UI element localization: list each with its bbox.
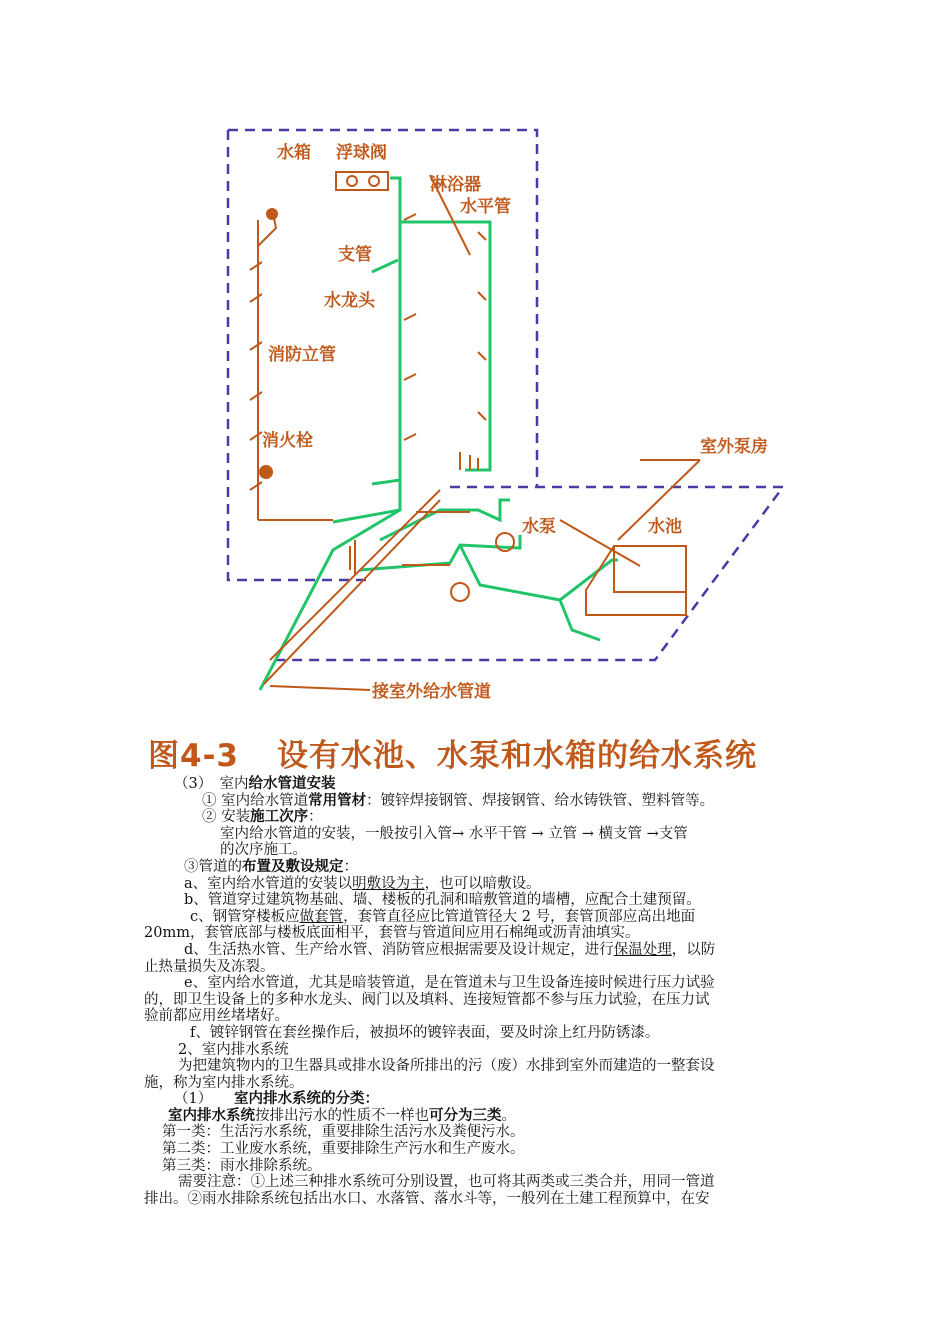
pump-house-boundary (270, 487, 783, 660)
label-outdoor-pump-house: 室外泵房 (700, 437, 768, 457)
rule-c-cont: 20mm，套管底部与楼板底面相平，套管与管道间应用石棉绳或沥青油填实。 (144, 925, 640, 942)
label-faucet: 水龙头 (324, 291, 375, 311)
label-float-valve: 浮球阀 (336, 143, 387, 163)
label-fire-riser: 消防立管 (268, 345, 336, 365)
figure-title: 设有水池、水泵和水箱的给水系统 (277, 738, 758, 774)
note: 需要注意：①上述三种排水系统可分别设置，也可将其两类或三类合并，用同一管道 (178, 1174, 715, 1191)
rule-e-cont2: 验前都应用丝堵堵好。 (144, 1008, 289, 1025)
label-fire-hydrant: 消火栓 (262, 431, 313, 451)
label-pool: 水池 (648, 517, 682, 537)
figure-caption (148, 730, 757, 775)
label-shower: 淋浴器 (430, 175, 481, 195)
rule-f: f、镀锌钢管在套丝操作后，被损坏的镀锌表面，要及时涂上红丹防锈漆。 (190, 1024, 660, 1041)
section-2-heading: 2、室内排水系统 (178, 1041, 289, 1058)
rule-e-cont: 的，即卫生设备上的多种水龙头、阀门以及填料、连接短管都不参与压力试验，在压力试 (144, 991, 710, 1008)
item-2-body: 室内给水管道的安装，一般按引入管→ 水平干管 → 立管 → 横支管 →支管 (220, 825, 688, 842)
rule-a: a、室内给水管道的安装以明敷设为主，也可以暗敷设。 (184, 875, 541, 892)
item-3: ③管道的布置及敷设规定： (184, 857, 358, 875)
label-pump: 水泵 (522, 517, 556, 537)
item-1: ① 室内给水管道常用管材：镀锌焊接钢管、焊接钢管、给水铸铁管、塑料管等。 (202, 791, 715, 809)
rule-c: c、钢管穿楼板应做套管，套管直径应比管道管径大 2 号，套管顶部应高出地面 (190, 908, 696, 925)
label-branch-pipe: 支管 (338, 245, 372, 265)
fixtures (250, 172, 700, 690)
rule-e: e、室内给水管道，尤其是暗装管道，是在管道未与卫生设备连接时候进行压力试验 (184, 975, 715, 992)
document-body (144, 776, 808, 1207)
classification-line: 室内排水系统按排出污水的性质不一样也可分为三类。 (168, 1106, 516, 1124)
section-2-body: 为把建筑物内的卫生器具或排水设备所排出的污（废）水排到室外而建造的一整套设 (178, 1058, 715, 1075)
label-water-tank: 水箱 (277, 143, 311, 163)
rule-d-cont: 止热量损失及冻裂。 (144, 958, 275, 975)
rule-d: d、生活热水管、生产给水管、消防管应根据需要及设计规定，进行保温处理，以防 (184, 941, 716, 958)
section-2-body-cont: 施，称为室内排水系统。 (144, 1074, 304, 1091)
section-3-heading: （3） 室内给水管道安装 (174, 775, 336, 792)
rule-b: b、管道穿过建筑物基础、墙、楼板的孔洞和暗敷管道的墙槽，应配合土建预留。 (184, 892, 701, 909)
item-2-body-cont: 的次序施工。 (220, 842, 307, 859)
type-2: 第二类：工业废水系统，重要排除生产污水和生产废水。 (162, 1141, 525, 1158)
type-1: 第一类：生活污水系统，重要排除生活污水及粪便污水。 (162, 1124, 525, 1141)
figure-number: 图4-3 (148, 738, 240, 774)
label-horizontal-pipe: 水平管 (460, 197, 511, 217)
item-2: ② 安装施工次序： (202, 808, 323, 826)
supply-pipes (260, 178, 618, 690)
type-3: 第三类：雨水排除系统。 (162, 1157, 322, 1174)
label-outdoor-main: 接室外给水管道 (372, 682, 491, 702)
note-cont: 排出。②雨水排除系统包括出水口、水落管、落水斗等，一般列在土建工程预算中，在安 (144, 1190, 710, 1207)
section-2-1-heading: （1） 室内排水系统的分类： (174, 1090, 379, 1108)
